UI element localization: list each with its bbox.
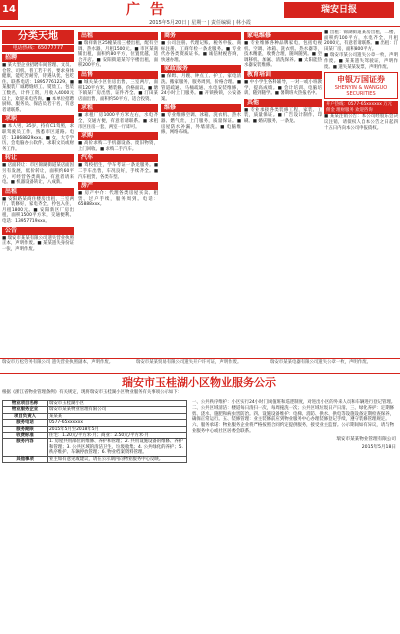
column-classifieds-4 [244, 30, 322, 356]
row-label: 项目负责人 [3, 413, 48, 419]
section-heading: 汽车 [78, 154, 158, 162]
notice-signoff-company: 瑞安市某某物业管理有限公司 [336, 436, 396, 442]
column-classifieds-1 [2, 30, 74, 356]
notice-intro: 根据《浙江省物业管理条例》有关规定，现将瑞安市玉桂湖小区物业服务有关事项公示如下： [2, 390, 183, 395]
ad-text: ■ 店面转让：市区锦湖街道某店面因另有发展，低价转让，面积约60平方，可经营各类商品，有意者请来电。■ 机器设备转让，八成新。 [2, 163, 74, 186]
notice-left: 瑞安市万松劳务有限公司 遗失营业执照副本，声明作废。 [2, 360, 114, 365]
row-value: 某某某 [48, 413, 187, 419]
ad-text: ■ 高价求购二手机器设备、废旧物资，上门回收。■ 求购二手汽车。 [78, 141, 158, 152]
securities-ad-text: 开户热线：0577-65xxxxxx 万元佣金 理财服务 欢迎咨询 [324, 101, 398, 114]
table-row [3, 456, 187, 462]
section-heading: 房产 [78, 182, 158, 190]
row-value: 0577-65xxxxxx [48, 420, 187, 426]
ad-text: ■ 瑞祥新区25幢某房三楼出租，配有空调、热水器，月租1500元。■ 市区某商铺出租，面积约80平方，位置优越，适合开店。■ 安阳街道某写字楼出租，面积200平方。 [78, 41, 158, 69]
row-value: 瑞安市某某物业管理有限公司 [48, 407, 187, 413]
row-label: 服务期限 [3, 426, 48, 432]
section-heading: 转让 [2, 154, 74, 162]
row-label: 物业项目名称 [3, 401, 48, 407]
row-label: 其他事项 [3, 456, 48, 462]
section-heading: 求租 [78, 104, 158, 112]
row-label: 服务电话 [3, 420, 48, 426]
notice-table [2, 400, 187, 463]
row-value: 业主如有意见或建议，请在公示期内向物业服务中心反映。 [48, 456, 187, 462]
ad-text: ■ 中小学生各科辅导，一对一或小班教学，提高成绩。■ 会计培训、电脑培训，随到随学。■ 暑期班火热报名中。 [244, 79, 322, 97]
ad-text: ■ 安阳路某商住楼房出租，三室两厅，装修好，家电齐全，拎包入住，月租1800元。■ 安阳新区厂房出租，面积1500平方米，交通便利。电话：13957719xxx。 [2, 196, 74, 225]
section-heading: 出租 [2, 188, 74, 196]
section-heading: 维修 [161, 104, 241, 112]
section-heading: 公告 [2, 227, 74, 235]
notice-table-area [2, 400, 187, 632]
ad-text: ■ 某大型企业招聘车间管理、文员、仓管、司机、普工若干名，要求身体健康，能吃苦耐劳，待遇从优，包吃住。联系电话：18957761229。■ 某服装厂诚聘缝纫工、熨烫工、包装工数名，计件工资，月收入4000元以上，欢迎来电咨询。■ 本单位招聘厨师、服务员、保洁员若干名，有意者请联系。 [2, 63, 74, 113]
section-heading: 出租 [78, 32, 158, 40]
section-heading: 家电维修 [244, 32, 322, 40]
column-classifieds-2 [78, 30, 158, 356]
ad-text: ■ 求租厂房1000平方米左右，水电齐全，交通方便，有意者请联系。■ 求租市区住房一套，两室一厅即可。 [78, 113, 158, 130]
securities-logo: 申银万国证券 [337, 75, 385, 85]
row-value: 瑞安市玉桂湖小区 [48, 401, 187, 407]
notice-signoff-date: 2015年5月18日 [361, 444, 396, 450]
section-title: 广告 [20, 0, 280, 20]
securities-logo-sub: SHENYIN & WANGUO SECURITIES [334, 85, 388, 98]
ad-text: ■ 瑞安市某公司遗失公章一枚，声明作废。■ 某某遗失驾驶证，声明作废。■ 遗失某某发票，声明作废。 [324, 53, 398, 70]
row-label: 服务内容 [3, 439, 48, 456]
row-value: 1. 房屋共用部位的维修、养护和管理；2. 共用设施设备的维修、养护和管理；3. 公共区域的清洁卫生、垃圾收集；4. 公共绿化的养护；5. 秩序维护、车辆停放管理；6. 物业档案资料管理。 [48, 439, 187, 456]
dateline: 2015年5月20日 | 星期一 | 责任编辑 | 林小霞 [0, 20, 400, 27]
row-value: 2015年5月至2018年5月 [48, 426, 187, 432]
table-row [3, 439, 187, 456]
ad-text: ■ 房产中介：代理各类房屋买卖、租赁、过户手续，服务周到。电话：65888xxx。 [78, 191, 158, 208]
section-heading: 求职 [2, 115, 74, 123]
notice-strip [0, 358, 400, 374]
row-value: 住宅：1.20元/平方米·月；商业：2.50元/平方米·月 [48, 433, 187, 439]
securities-ad [324, 72, 398, 99]
section-heading: 商务 [161, 32, 241, 40]
ad-text: ■ 专业承接各类装修工程，家装、工装，质量保证。■ 广告设计制作、印刷。■ 婚庆服务，一条龙。 [244, 107, 322, 124]
column-classifieds-3 [161, 30, 241, 356]
property-notice [2, 376, 396, 632]
ad-text: ■ 出租：锦湖街道某房出租，二楼，面积约100平方，水电齐全，月租2000元，有意者请联系。■ 出租：汀田某厂房，面积800平方。 [324, 30, 398, 52]
ad-text: ■ 瑞安市某某有限公司遗失营业执照正本，声明作废。■ 某某遗失身份证一张，声明作废。 [2, 235, 74, 252]
ad-text: ■ 驾校招生，学车考证一条龙服务。■ 二手车出售，车况良好，手续齐全。■ 汽车租赁，各类车型。 [78, 163, 158, 180]
page-header [0, 0, 400, 22]
section-heading: 教育培训 [244, 71, 322, 79]
ad-text: ■ 某某注销公告：本公司经股东会决议注销，请债权人自本公告之日起四十五日内向本公司申报债权。 [324, 114, 398, 131]
column-classifieds-5 [324, 30, 398, 360]
ad-text: ■ 本人男，35岁，持有C1驾照，求职驾驶员工作，熟悉市区道路。电话：13868829xxx。■ 女，大专学历，会电脑办公软件，求职文员或财务工作。 [2, 124, 74, 152]
section-heading: 其他 [244, 99, 322, 107]
section-heading: 招聘 [2, 54, 74, 62]
row-label: 收费标准 [3, 433, 48, 439]
section-heading: 求购 [78, 132, 158, 140]
classifieds-banner: 分类天地 [2, 30, 74, 44]
ad-text: ■ 保姆、月嫂、钟点工、护工、家电清洗、搬家服务，服务周到，价格合理。■ 管道疏通、马桶疏通、水电安装维修，24小时上门服务。■ 开锁换锁，公安备案。 [161, 74, 241, 102]
section-heading: 家政服务 [161, 65, 241, 73]
notice-right: 瑞安市某某电器有限公司遗失公章一枚，声明作废。 [270, 360, 371, 365]
notice-body [192, 400, 396, 632]
ad-text: ■ 专业维修各种品牌家电，包括电视机、空调、冰箱、洗衣机、热水器等，技术精湛，收费合理，随叫随到。■ 空调移机、加氟、清洗保养。■ 太阳能热水器安装维修。 [244, 41, 322, 69]
row-label: 物业服务企业 [3, 407, 48, 413]
notice-title: 瑞安市玉桂湖小区物业服务公示 [122, 376, 276, 389]
newspaper-masthead: 瑞安日报 [284, 2, 394, 18]
page-number: 14 [0, 0, 18, 20]
notice-center: 瑞安市某某贸易有限公司遗失开户许可证，声明作废。 [136, 360, 242, 365]
ad-text: ■ 城关某小区住房出售，三室两厅，面积120平方米，精装修，价格面议。■ 塘下镇某厂房出售，证件齐全。■ 汀田某店面出售，面积约50平方，适合投资。 [78, 79, 158, 102]
ad-text: ■ 公司注册、代理记账、税务申报、商标注册、工商年检一条龙服务。■ 专业代办各类资质证书。■ 诚信财税咨询，快速办理。 [161, 41, 241, 63]
hotline: 电话热线：65077777 [2, 45, 74, 52]
notice-body-text: 一、公共秩序维护：小区实行24小时门岗值班和巡逻制度，对进出小区的外来人员和车辆进行登记管理。二、公共区域清洁：楼道每日清扫一次，每周拖洗一次；公共区域垃圾日产日清。三、绿化养护：定期修剪、浇水、施肥和病虫害防治。四、设施设备维护：电梯、消防、供水、供电等设施设备定期检查保养，确保正常运行。五、装修管理：业主装修前应到物业服务中心办理装修登记手续，遵守装修管理规定。六、服务承诺：物业服务企业将严格按照合同约定提供服务，接受业主监督。公示期间如有异议，请与物业服务中心或社区居委会联系。 [192, 400, 396, 434]
ad-text: ■ 专业维修空调、冰箱、洗衣机、热水器、燃气灶，上门服务，质量保证。■ 房屋防水补漏，外墙清洗。■ 电脑维修，网络布线。 [161, 113, 241, 136]
section-heading: 出售 [78, 71, 158, 79]
